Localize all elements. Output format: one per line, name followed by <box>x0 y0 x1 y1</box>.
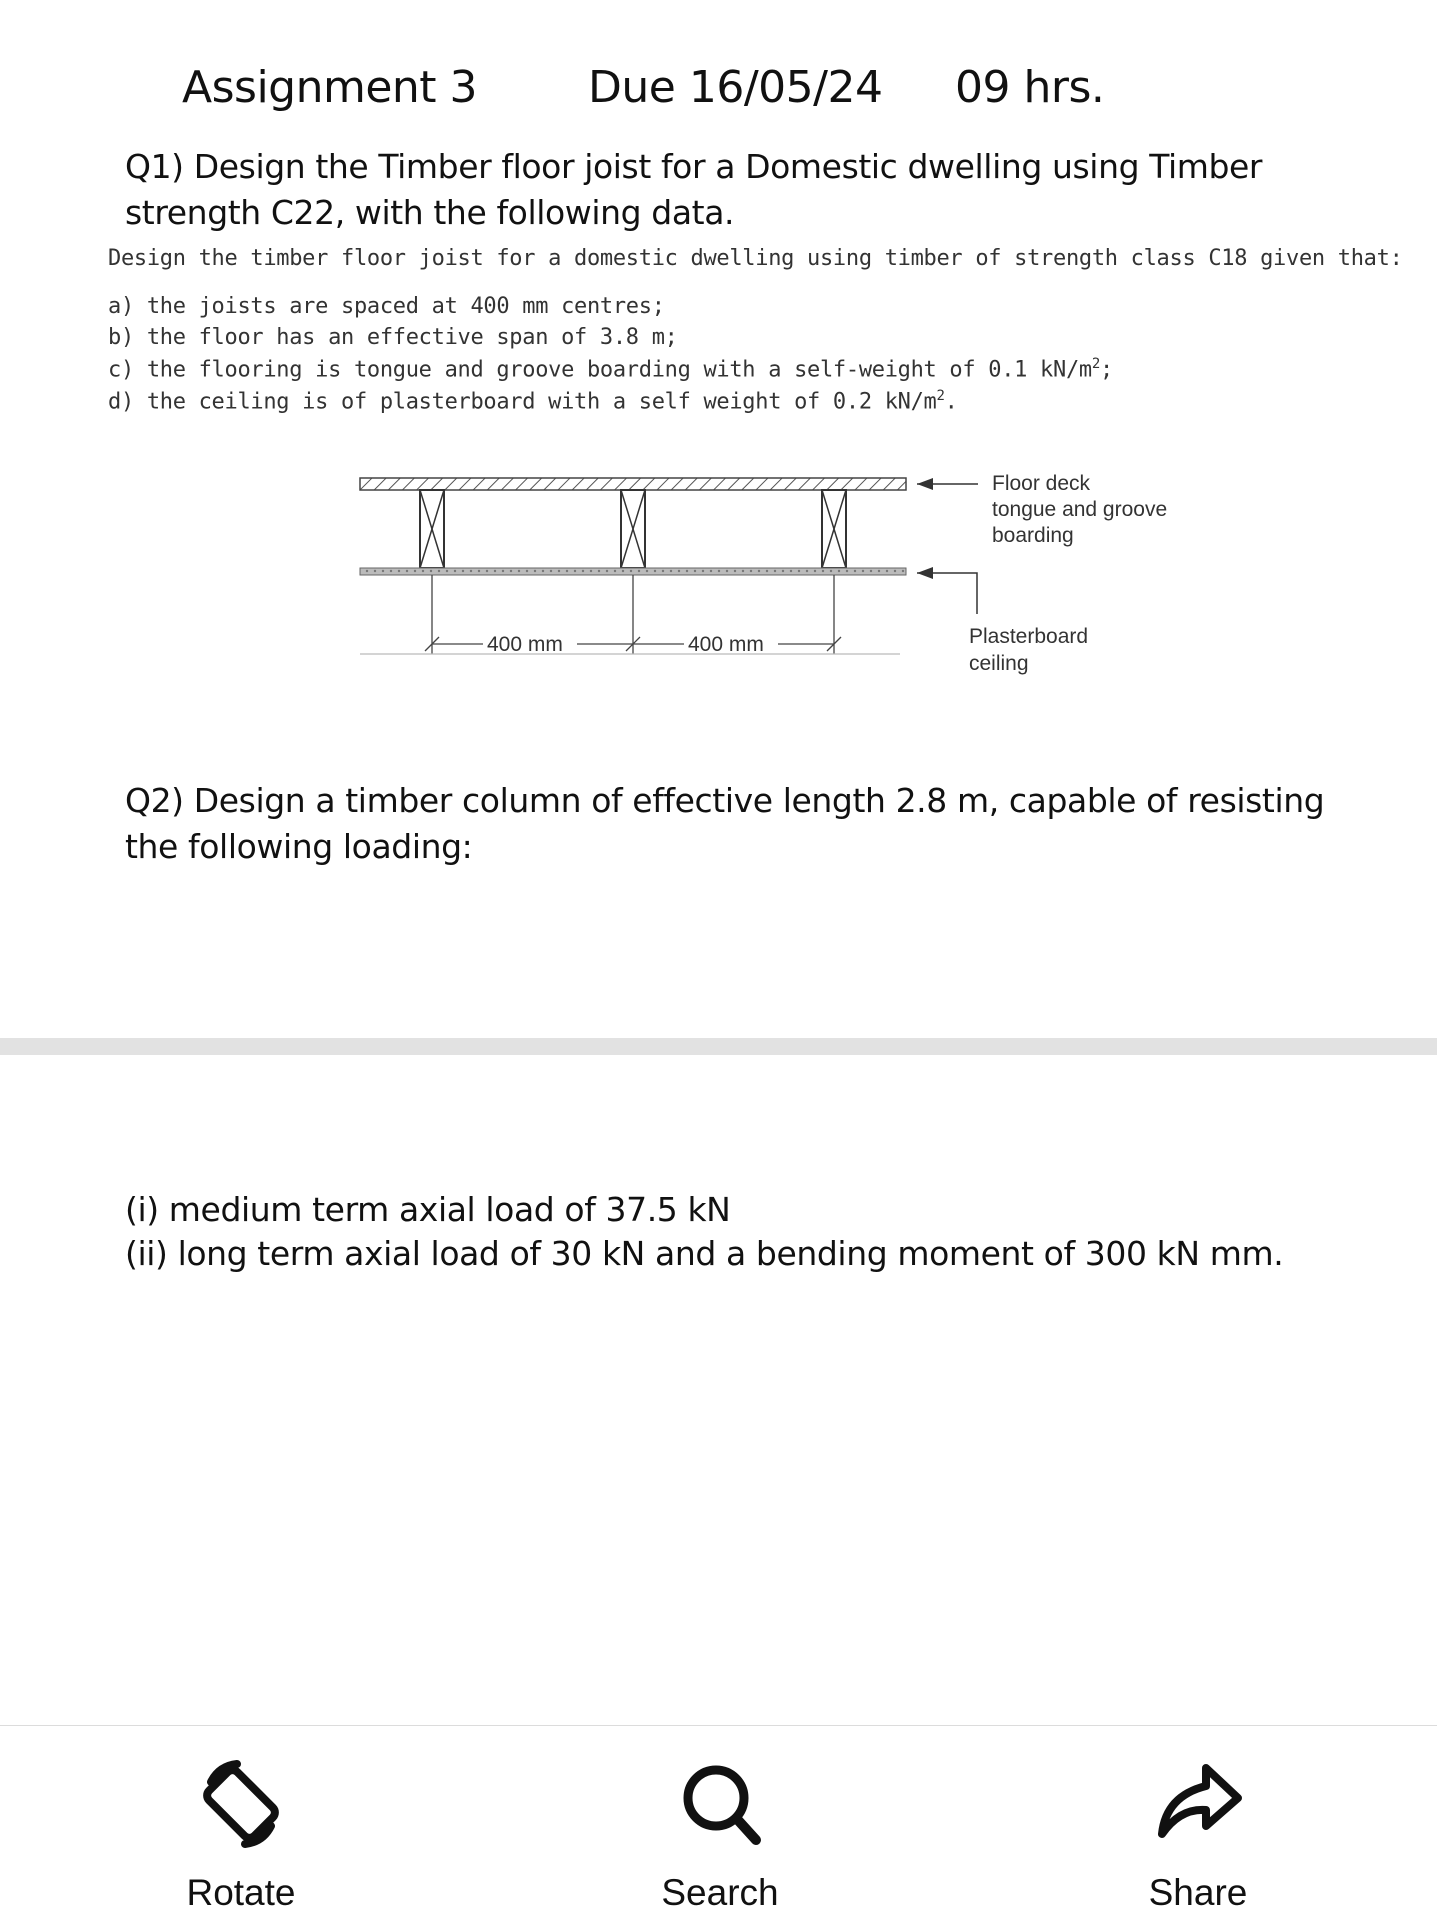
dimension-lines <box>360 575 900 654</box>
bottom-toolbar <box>0 1725 1437 1913</box>
excerpt-intro: Design the timber floor joist for a domestic dwelling using timber of strength class C18 given that: <box>108 246 1403 271</box>
share-label: Share <box>1148 1872 1248 1913</box>
excerpt-item-c-text: c) the flooring is tongue and groove boarding with a self-weight of 0.1 kN/m <box>108 357 1092 383</box>
floor-deck-label-1: Floor deck <box>992 472 1091 495</box>
excerpt-item-d-text: d) the ceiling is of plasterboard with a self weight of 0.2 kN/m <box>108 389 937 415</box>
q1-line-2: strength C22, with the following data. <box>125 193 735 232</box>
rotate-icon <box>191 1754 291 1854</box>
dimension-label-1: 400 mm <box>487 633 563 656</box>
q2-line-1: Q2) Design a timber column of effective length 2.8 m, capable of resisting <box>125 781 1325 820</box>
joist-1 <box>420 490 444 568</box>
item-c-suffix: ; <box>1099 357 1113 383</box>
search-button[interactable] <box>600 1754 840 1913</box>
floor-deck-label-3: boarding <box>992 524 1074 547</box>
excerpt-item-a: a) the joists are spaced at 400 mm centres; <box>108 294 665 319</box>
excerpt-item-b: b) the floor has an effective span of 3.8 m; <box>108 325 678 350</box>
floor-deck-arrow <box>917 478 978 490</box>
q2-line-2: the following loading: <box>125 827 473 866</box>
due-date: Due 16/05/24 <box>588 62 883 113</box>
excerpt-item-d <box>108 388 958 414</box>
joist-2 <box>621 490 645 568</box>
load-item-2: (ii) long term axial load of 30 kN and a bending moment of 300 kN mm. <box>125 1234 1284 1273</box>
ceiling-label-1: Plasterboard <box>969 625 1089 648</box>
share-icon <box>1148 1754 1248 1854</box>
superscript-2: 2 <box>936 388 945 404</box>
assignment-title: Assignment 3 <box>182 62 478 113</box>
joist-3 <box>822 490 846 568</box>
superscript-2: 2 <box>1091 356 1100 372</box>
excerpt-item-c <box>108 356 1113 382</box>
page-separator <box>0 1038 1437 1055</box>
rotate-button[interactable] <box>121 1754 361 1913</box>
rotate-label: Rotate <box>186 1872 296 1913</box>
dimension-label-2: 400 mm <box>688 633 764 656</box>
floor-deck <box>360 478 906 490</box>
load-item-1: (i) medium term axial load of 37.5 kN <box>125 1190 731 1229</box>
q1-line-1: Q1) Design the Timber floor joist for a Domestic dwelling using Timber <box>125 147 1263 186</box>
document-page-2 <box>0 1055 1437 1725</box>
plasterboard-ceiling <box>360 568 906 575</box>
share-button[interactable] <box>1078 1754 1318 1913</box>
search-label: Search <box>661 1872 779 1913</box>
due-time: 09 hrs. <box>955 62 1105 113</box>
item-d-suffix: . <box>944 389 958 415</box>
ceiling-arrow <box>917 567 977 614</box>
search-icon <box>670 1754 770 1854</box>
ceiling-label-2: ceiling <box>969 652 1029 675</box>
floor-deck-label-2: tongue and groove <box>992 498 1168 521</box>
floor-joist-diagram <box>355 466 1255 686</box>
